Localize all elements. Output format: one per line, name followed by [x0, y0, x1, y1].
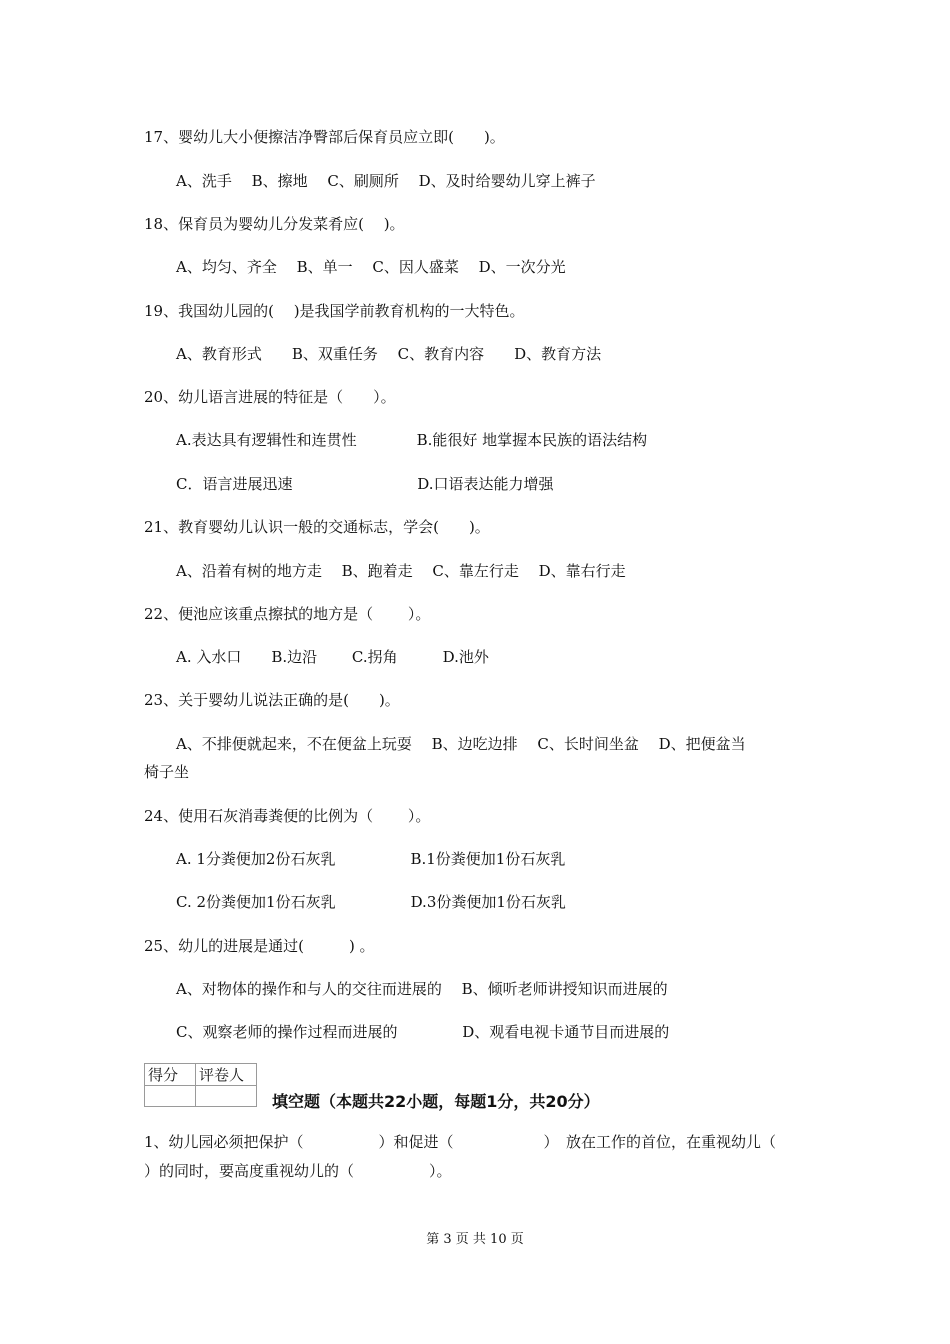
question-23-options-wrap: 椅子坐: [144, 763, 190, 781]
question-20-options-row1: A.表达具有逻辑性和连贯性 B.能很好 地掌握本民族的语法结构: [176, 431, 648, 449]
question-22-options: A. 入水口 B.边沿 C.拐角 D.池外: [176, 648, 489, 666]
fill-in-question-1: 1、幼儿园必须把保护（ ）和促进（ ） 放在工作的首位，在重视幼儿（: [144, 1133, 777, 1151]
question-23-options: A、不排便就起来，不在便盆上玩耍 B、边吃边排 C、长时间坐盆 D、把便盆当: [176, 735, 746, 753]
question-17-options: A、洗手 B、擦地 C、刷厕所 D、及时给婴幼儿穿上裤子: [176, 172, 596, 190]
question-23: 23、关于婴幼儿说法正确的是( )。: [144, 691, 400, 709]
question-24: 24、使用石灰消毒粪便的比例为（ ）。: [144, 807, 431, 825]
grader-cell: [196, 1086, 257, 1107]
page-number: 第 3 页 共 10 页: [426, 1232, 524, 1247]
question-18: 18、保育员为婴幼儿分发菜肴应( )。: [144, 215, 405, 233]
grader-label: 评卷人: [196, 1064, 257, 1086]
question-17: 17、婴幼儿大小便擦洁净臀部后保育员应立即( )。: [144, 128, 505, 146]
score-label: 得分: [145, 1064, 196, 1086]
question-20-options-row2: C．语言进展迅速 D.口语表达能力增强: [176, 475, 554, 493]
question-19: 19、我国幼儿园的( )是我国学前教育机构的一大特色。: [144, 302, 525, 320]
question-21: 21、教育婴幼儿认识一般的交通标志，学会( )。: [144, 518, 490, 536]
question-25-options-row2: C、观察老师的操作过程而进展的 D、观看电视卡通节目而进展的: [176, 1023, 670, 1041]
question-21-options: A、沿着有树的地方走 B、跑着走 C、靠左行走 D、靠右行走: [176, 562, 626, 580]
question-24-options-row2: C. 2份粪便加1份石灰乳 D.3份粪便加1份石灰乳: [176, 893, 566, 911]
fill-in-question-1-wrap: ）的同时，要高度重视幼儿的（ ）。: [144, 1162, 452, 1180]
question-19-options: A、教育形式 B、双重任务 C、教育内容 D、教育方法: [176, 345, 602, 363]
question-24-options-row1: A. 1分粪便加2份石灰乳 B.1份粪便加1份石灰乳: [176, 850, 566, 868]
score-table: [144, 1063, 257, 1107]
question-22: 22、便池应该重点擦拭的地方是（ ）。: [144, 605, 431, 623]
question-25: 25、幼儿的进展是通过( ) 。: [144, 937, 375, 955]
question-25-options-row1: A、对物体的操作和与人的交往而进展的 B、倾听老师讲授知识而进展的: [176, 980, 668, 998]
section-title: 填空题（本题共22小题，每题1分，共20分）: [272, 1092, 600, 1111]
question-20: 20、幼儿语言进展的特征是（ ）。: [144, 388, 396, 406]
score-cell: [145, 1086, 196, 1107]
question-18-options: A、均匀、齐全 B、单一 C、因人盛菜 D、一次分光: [176, 258, 566, 276]
